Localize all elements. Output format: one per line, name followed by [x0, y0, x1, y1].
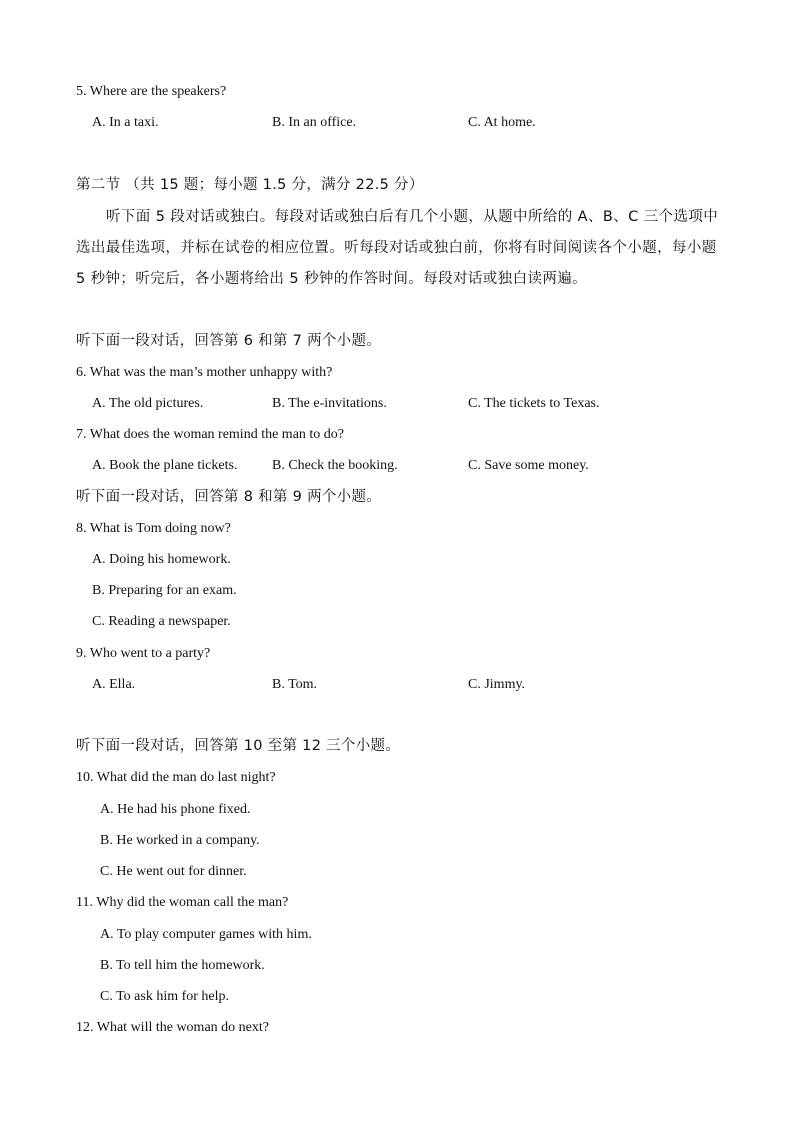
question-5-option-a: A. In a taxi. [92, 115, 159, 130]
question-9-option-a: A. Ella. [92, 677, 136, 692]
question-12-stem: 12. What will the woman do next? [76, 1020, 269, 1035]
question-6-stem: 6. What was the man’s mother unhappy with? [76, 365, 333, 380]
question-11-stem: 11. Why did the woman call the man? [76, 895, 289, 910]
question-10-option-b: B. He worked in a company. [100, 833, 260, 848]
question-9-stem: 9. Who went to a party? [76, 646, 211, 661]
question-7-option-b: B. Check the booking. [272, 458, 398, 473]
question-5-option-b: B. In an office. [272, 115, 357, 130]
question-5-stem: 5. Where are the speakers? [76, 84, 227, 99]
question-11-option-b: B. To tell him the homework. [100, 958, 265, 973]
section-2-instructions: 听下面 5 段对话或独白。每段对话或独白后有几个小题，从题中所给的 A、B、C 三个选项中选出最佳选项，并标在试卷的相应位置。听每段对话或独白前，你将有时间阅读各个小题，每小题 5 秒钟；听完后，各小题将给出 5 秒钟的作答时间。每段对话或独白读两遍。 [76, 209, 719, 287]
question-8-option-c: C. Reading a newspaper. [92, 614, 231, 629]
question-5-option-c: C. At home. [468, 115, 536, 130]
question-8-stem: 8. What is Tom doing now? [76, 521, 231, 536]
question-6-option-c: C. The tickets to Texas. [468, 396, 600, 411]
question-7-option-a: A. Book the plane tickets. [92, 458, 238, 473]
question-10-option-a: A. He had his phone fixed. [100, 802, 251, 817]
question-6-option-b: B. The e-invitations. [272, 396, 387, 411]
question-8-option-a: A. Doing his homework. [92, 552, 231, 567]
question-9-option-c: C. Jimmy. [468, 677, 526, 692]
question-7-stem: 7. What does the woman remind the man to do? [76, 427, 345, 442]
question-11-option-a: A. To play computer games with him. [100, 927, 312, 942]
group-2-intro: 听下面一段对话，回答第 8 和第 9 两个小题。 [76, 489, 382, 505]
question-10-option-c: C. He went out for dinner. [100, 864, 247, 879]
group-3-intro: 听下面一段对话，回答第 10 至第 12 三个小题。 [76, 738, 401, 754]
section-2-heading: 第二节 （共 15 题；每小题 1.5 分，满分 22.5 分） [76, 177, 424, 193]
question-8-option-b: B. Preparing for an exam. [92, 583, 237, 598]
question-11-option-c: C. To ask him for help. [100, 989, 230, 1004]
question-7-option-c: C. Save some money. [468, 458, 589, 473]
question-6-option-a: A. The old pictures. [92, 396, 204, 411]
question-10-stem: 10. What did the man do last night? [76, 770, 276, 785]
question-9-option-b: B. Tom. [272, 677, 318, 692]
group-1-intro: 听下面一段对话，回答第 6 和第 7 两个小题。 [76, 333, 382, 349]
